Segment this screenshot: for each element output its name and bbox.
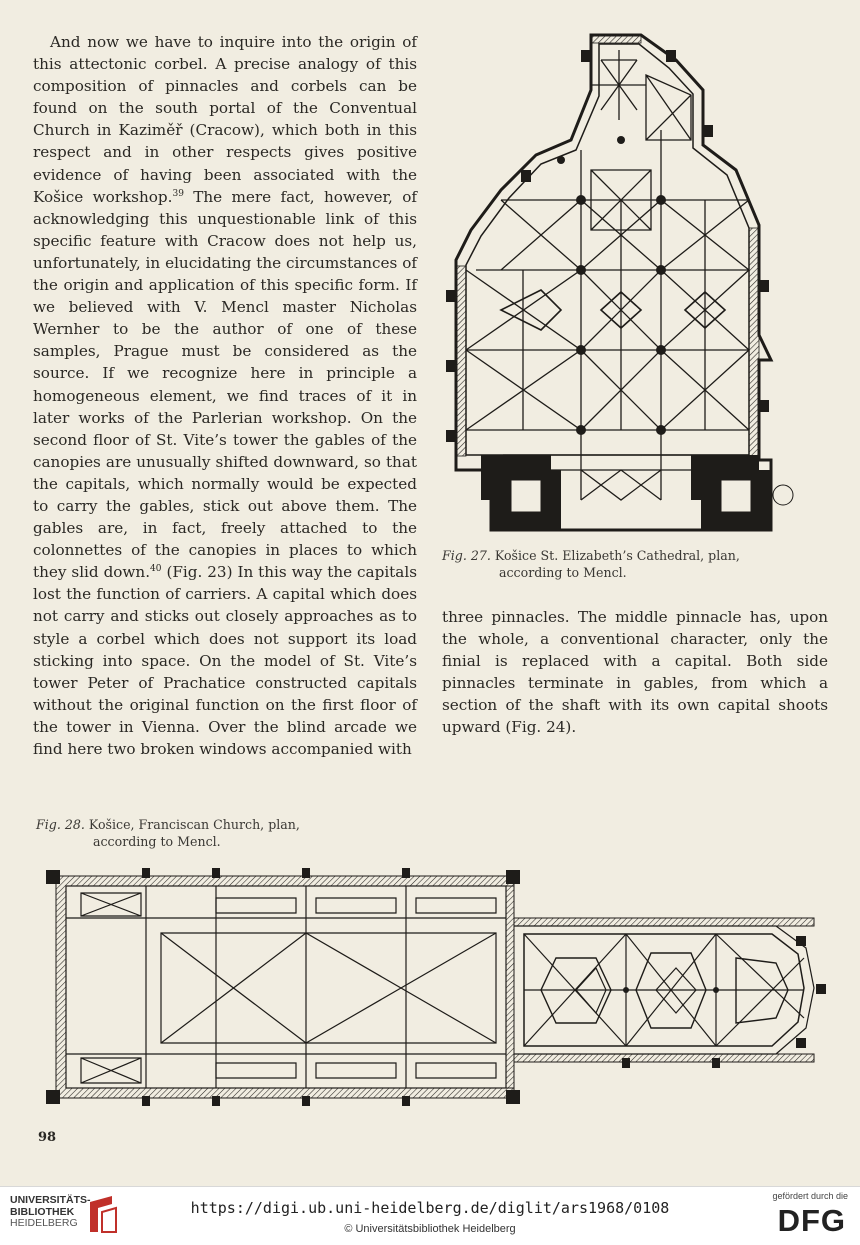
body-paragraph: three pinnacles. The middle pinnacle has, upon the whole, a conventional character, only the finial is replaced with a capital. Both side pinnacles terminate in gables, from which a section of the shaft with its own capital shoots upward (Fig. 24). [442,608,828,737]
dfg-logo[interactable]: DFG [777,1203,846,1238]
viewer-footer [0,1186,860,1245]
figure-27-caption: Fig. 27. Košice St. Elizabeth’s Cathedral, plan, according to Mencl. [442,548,740,580]
franciscan-church-plan-figure [36,858,836,1110]
right-column-text [442,606,828,739]
left-column-text [33,31,417,760]
library-name[interactable]: UNIVERSITÄTS- BIBLIOTHEK HEIDELBERG [10,1194,91,1229]
footnote-ref[interactable]: 39 [172,188,184,199]
footnote-ref[interactable]: 40 [150,564,162,575]
funding-note: gefördert durch die [772,1191,848,1201]
copyright-notice: © Universitätsbibliothek Heidelberg [344,1223,516,1235]
permalink-url[interactable]: https://digi.ub.uni-heidelberg.de/diglit/ars1968/0108 [190,1199,670,1217]
body-paragraph: And now we have to inquire into the origin of this attectonic corbel. A precise analogy of this composition of pinnacles and corbels can be found on the south portal of the Conventual Church in Kaziměř (Cracow), which both in this respect and in other respects gives positive evidence of having been associated with the Košice workshop.$^{39}$ The mere fact, however, of acknowledging this unquestionable link of this specific feature with Cracow does not help us, unfortunately, in elucidating the circumstances of the origin and application of this specific form. If we believed with V. Mencl master Nicholas Wernher to be the author of one of these samples, Prague must be considered as the source. If we recognize here in principle a homogeneous element, we find traces of it in later works of the Parlerian workshop. On the second floor of St. Vite’s tower the gables of the canopies are unusually shifted downward, so that the capitals, which normally would be expected to carry the gables, stick out above them. The gables are, in fact, freely attached to the colonnettes of the canopies in places to which they slid down.$^{40}$ (Fig. 23) In this way the capitals lost the function of carriers. A capital which does not carry and sticks out closely approaches as to style a corbel which does not support its load sticking into space. On the model of St. Vite’s tower Peter of Prachatice constructed capitals without the original function on the first floor of the tower in Vienna. Over the blind arcade we find here two broken windows accompanied with [33,33,418,758]
figure-28-caption: Fig. 28. Košice, Franciscan Church, plan, according to Mencl. [36,817,300,849]
cathedral-plan-figure [441,30,829,542]
page-number: 98 [38,1130,57,1145]
